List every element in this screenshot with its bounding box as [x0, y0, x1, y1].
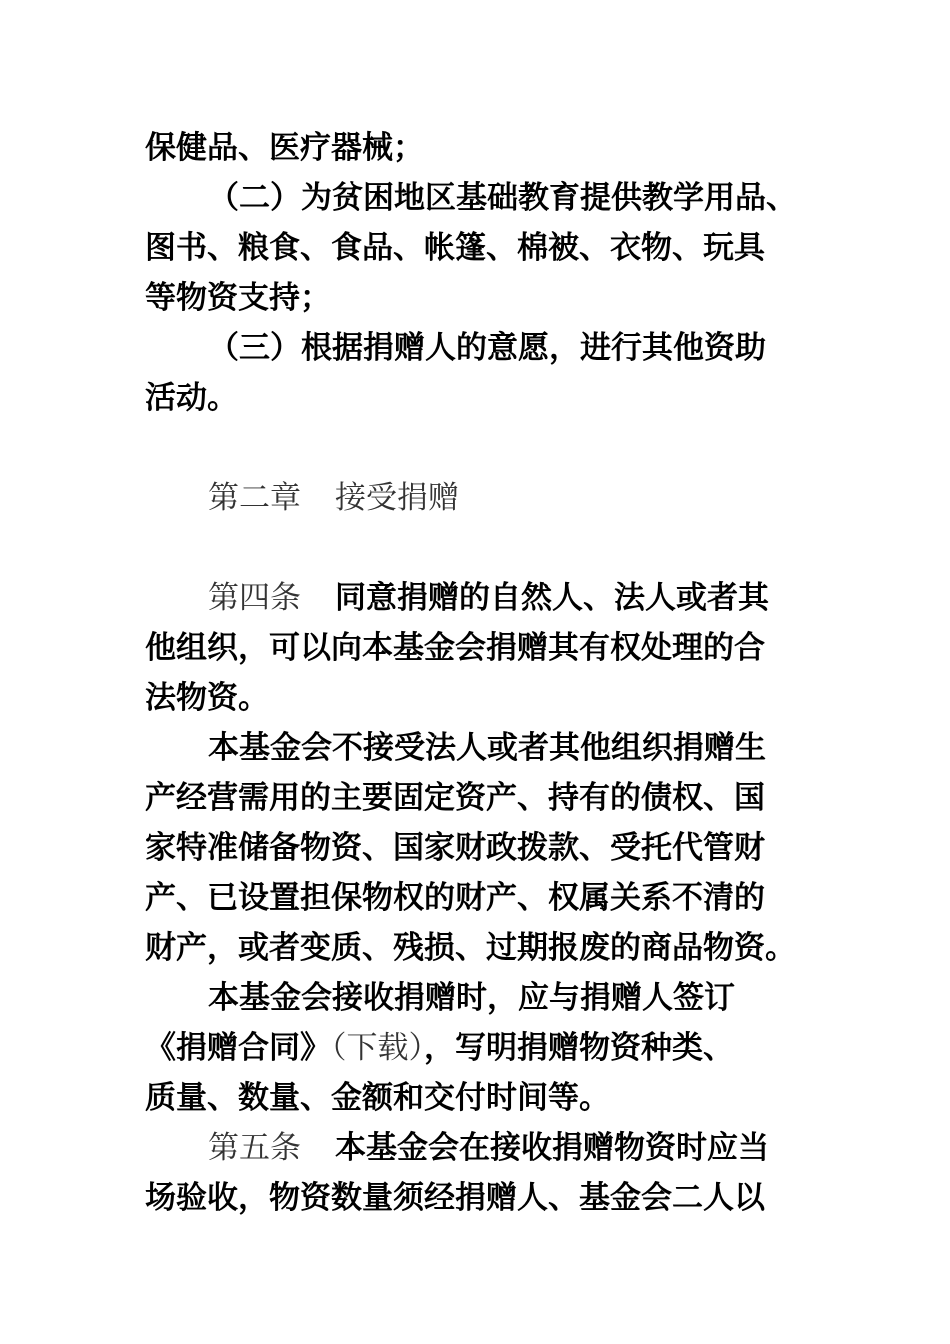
text-line: 图书、粮食、食品、帐篷、棉被、衣物、玩具: [145, 230, 765, 266]
text-line: 保健品、医疗器械；: [145, 130, 424, 166]
text-line: 产经营需用的主要固定资产、持有的债权、国: [145, 780, 765, 816]
article-four-line: [208, 578, 769, 618]
article-four-label: 第四条: [208, 580, 301, 616]
text-line: 产、已设置担保物权的财产、权属关系不清的: [145, 880, 765, 916]
contract-title: 《捐赠合同》: [145, 1030, 331, 1066]
text-line: 质量、数量、金额和交付时间等。: [145, 1080, 610, 1116]
article-five-line: [208, 1128, 769, 1168]
paragraph-start: 本基金会不接受法人或者其他组织捐赠生: [208, 730, 766, 766]
paragraph-start: 本基金会接收捐赠时，应与捐赠人签订: [208, 980, 735, 1016]
text-line: 活动。: [145, 380, 238, 416]
contract-text: ，写明捐赠物资种类、: [424, 1030, 734, 1066]
list-item-three: （三）根据捐赠人的意愿，进行其他资助: [208, 330, 766, 366]
text-line: 他组织，可以向本基金会捐赠其有权处理的合: [145, 630, 765, 666]
article-five-label: 第五条: [208, 1130, 301, 1166]
text-line: 法物资。: [145, 680, 269, 716]
text-line: 场验收，物资数量须经捐赠人、基金会二人以: [145, 1180, 765, 1216]
article-four-text: 同意捐赠的自然人、法人或者其: [335, 580, 769, 616]
text-line: 财产，或者变质、残损、过期报废的商品物资。: [145, 930, 796, 966]
contract-line: [145, 1028, 734, 1068]
chapter-title: 接受捐赠: [335, 480, 459, 516]
chapter-heading: [208, 478, 459, 518]
text-line: 家特准储备物资、国家财政拨款、受托代管财: [145, 830, 765, 866]
list-item-two: （二）为贫困地区基础教育提供教学用品、: [208, 180, 797, 216]
text-line: 等物资支持；: [145, 280, 331, 316]
chapter-label: 第二章: [208, 480, 301, 516]
download-link[interactable]: （下载）: [331, 1030, 424, 1066]
article-five-text: 本基金会在接收捐赠物资时应当: [335, 1130, 769, 1166]
